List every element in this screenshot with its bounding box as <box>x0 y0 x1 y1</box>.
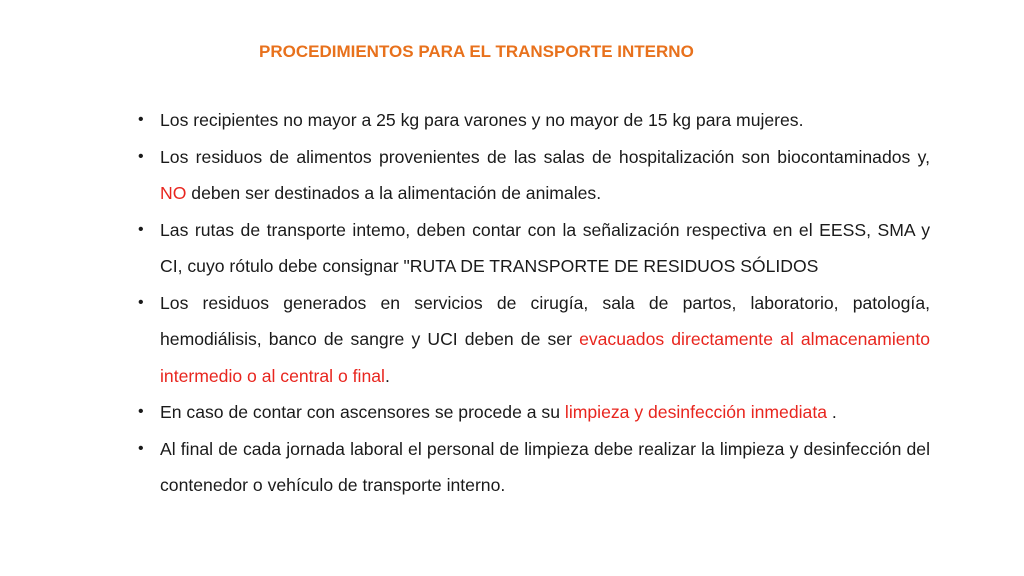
bullet-text: . <box>827 402 837 422</box>
highlighted-text: evacuados directamente al almacenamiento intermedio o al central o final <box>160 329 930 386</box>
bullet-icon: • <box>138 439 144 457</box>
highlighted-text: limpieza y desinfección inmediata <box>564 402 827 422</box>
bullet-text: Los residuos generados en servicios de cirugía, sala de partos, laboratorio, patología, hemodiálisis, banco de sangre y UCI deben de ser <box>160 292 930 349</box>
highlighted-text: NO <box>160 183 187 203</box>
bullet-icon: • <box>138 111 144 128</box>
bullet-text: Las rutas de transporte intemo, deben contar con la señalización respectiva en el EESS, SMA y CI, cuyo rótulo debe consignar "RUTA DE TRANSPORTE DE RESIDUOS SÓLIDOS <box>160 219 930 276</box>
bullet-item <box>138 285 930 395</box>
bullet-text: Al final de cada jornada laboral el personal de limpieza debe realizar la limpieza y desinfección del contenedor o vehículo de transporte interno. <box>160 438 930 495</box>
bullet-item <box>138 102 930 139</box>
bullet-icon: • <box>138 293 144 311</box>
bullet-list <box>138 102 930 504</box>
bullet-icon: • <box>138 147 144 165</box>
bullet-item <box>138 139 930 212</box>
bullet-text: Los recipientes no mayor a 25 kg para varones y no mayor de 15 kg para mujeres. <box>160 110 804 130</box>
bullet-text: . <box>384 365 390 386</box>
bullet-item <box>138 212 930 285</box>
bullet-item <box>138 394 930 431</box>
bullet-icon: • <box>138 220 144 238</box>
bullet-text: Los residuos de alimentos provenientes de las salas de hospitalización son biocontaminados y, <box>160 146 930 167</box>
slide-title: PROCEDIMIENTOS PARA EL TRANSPORTE INTERNO <box>259 42 694 61</box>
bullet-text: En caso de contar con ascensores se procede a su <box>160 402 565 422</box>
bullet-text: deben ser destinados a la alimentación de animales. <box>186 183 602 203</box>
bullet-icon: • <box>138 403 144 420</box>
bullet-item <box>138 431 930 504</box>
